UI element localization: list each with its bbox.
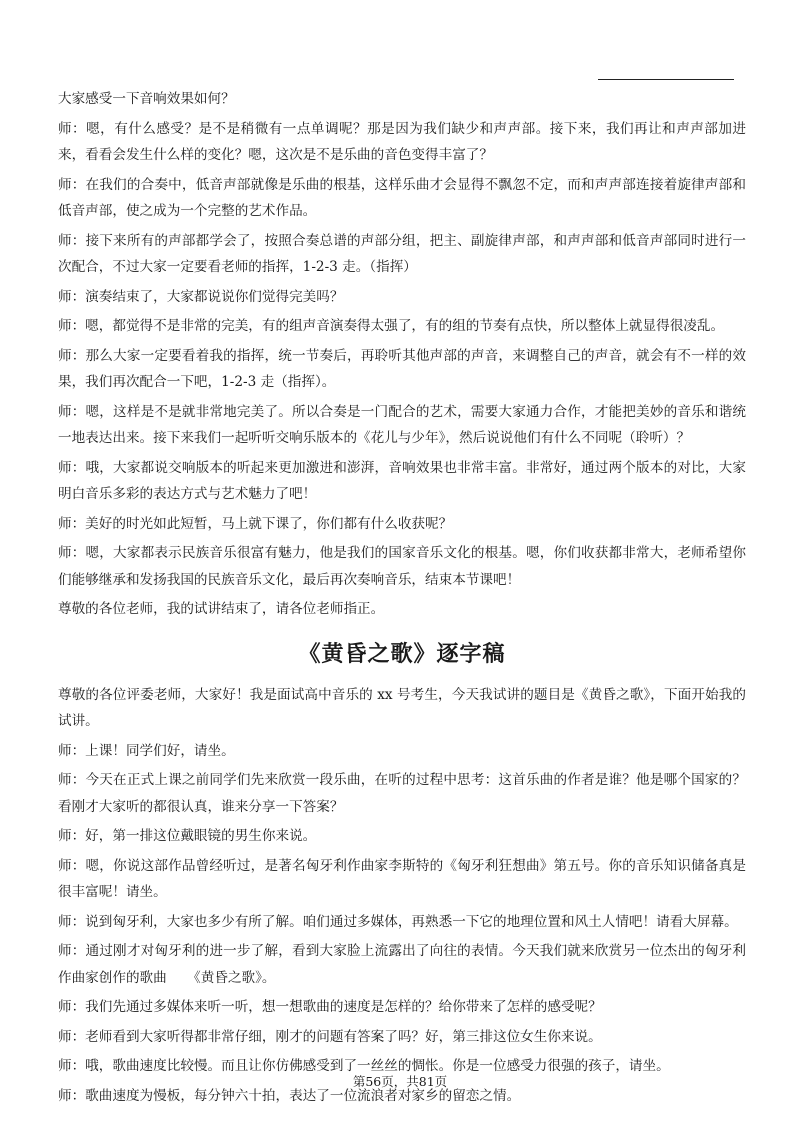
page-number: 第56页，共81页: [352, 1074, 448, 1089]
paragraph: 师：接下来所有的声部都学会了，按照合奏总谱的声部分组，把主、副旋律声部，和声声部和低音声部同时进行一次配合，不过大家一定要看老师的指挥，1-2-3 走。（指挥）: [58, 232, 746, 275]
paragraph: 尊敬的各位老师，我的试讲结束了，请各位老师指正。: [58, 601, 385, 617]
paragraph: 师：嗯，大家都表示民族音乐很富有魅力，他是我们的国家音乐文化的根基。嗯，你们收获都非常大，老师希望你们能够继承和发扬我国的民族音乐文化，最后再次奏响音乐，结束本节课吧！: [58, 545, 746, 588]
paragraph: 师：嗯，这样是不是就非常地完美了。所以合奏是一门配合的艺术，需要大家通力合作，才能把美妙的音乐和谐统一地表达出来。接下来我们一起听听交响乐版本的《花儿与少年》，然后说说他们有什么不同呢（聆听）？: [58, 403, 746, 446]
paragraph: 师：嗯，都觉得不是非常的完美，有的组声音演奏得太强了，有的组的节奏有点快，所以整体上就显得很凌乱。: [58, 318, 725, 334]
paragraph: 尊敬的各位评委老师，大家好！我是面试高中音乐的 xx 号考生，今天我试讲的题目是《黄昏之歌》，下面开始我的试讲。: [58, 686, 746, 729]
section-title: 《黄昏之歌》逐字稿: [298, 641, 506, 667]
paragraph: 师：美好的时光如此短暂，马上就下课了，你们都有什么收获呢？: [58, 515, 453, 532]
paragraph: 师：在我们的合奏中，低音声部就像是乐曲的根基，这样乐曲才会显得不飘忽不定，而和声声部连接着旋律声部和低音声部，使之成为一个完整的艺术作品。: [58, 176, 746, 219]
paragraph: 师：嗯，有什么感受？是不是稍微有一点单调呢？那是因为我们缺少和声声部。接下来，我们再让和声声部加进来，看看会发生什么样的变化？嗯，这次是不是乐曲的音色变得丰富了？: [58, 120, 746, 163]
paragraph: 师：上课！同学们好，请坐。: [58, 742, 235, 759]
paragraph: 师：那么大家一定要看着我的指挥，统一节奏后，再聆听其他声部的声音，来调整自己的声音，就会有不一样的效果，我们再次配合一下吧，1-2-3 走（指挥）。: [58, 347, 746, 390]
paragraph: 师：我们先通过多媒体来听一听，想一想歌曲的速度是怎样的？给你带来了怎样的感受呢？: [58, 999, 602, 1015]
paragraph: 师：哦，大家都说交响版本的听起来更加激进和澎湃，音响效果也非常丰富。非常好，通过两个版本的对比，大家明白音乐多彩的表达方式与艺术魅力了吧！: [58, 459, 746, 502]
paragraph: 师：哦，歌曲速度比较慢。而且让你仿佛感受到了一丝丝的惆怅。你是一位感受力很强的孩子，请坐。: [58, 1058, 670, 1074]
paragraph: 师：演奏结束了，大家都说说你们觉得完美吗？: [58, 288, 344, 305]
header-rule: [598, 79, 734, 80]
section-huanghun-zhi-ge: [58, 682, 746, 1110]
paragraph: 师：老师看到大家听得都非常仔细，刚才的问题有答案了吗？好，第三排这位女生你来说。: [58, 1028, 602, 1045]
paragraph: 大家感受一下音响效果如何？: [58, 91, 235, 107]
paragraph: 师：今天在正式上课之前同学们先来欣赏一段乐曲，在听的过程中思考：这首乐曲的作者是谁？他是哪个国家的？看刚才大家听的都很认真，谁来分享一下答案？: [58, 772, 746, 815]
paragraph: 师：歌曲速度为慢板，每分钟六十拍，表达了一位流浪者对家乡的留恋之情。: [58, 1087, 521, 1104]
document-body: [58, 86, 746, 1112]
paragraph: 师：好，第一排这位戴眼镜的男生你来说。: [58, 828, 317, 844]
paragraph: 师：说到匈牙利，大家也多少有所了解。咱们通过多媒体，再熟悉一下它的地理位置和风土人情吧！请看大屏幕。: [58, 913, 738, 930]
section-previous-lesson: [58, 86, 746, 623]
paragraph: 师：通过刚才对匈牙利的进一步了解，看到大家脸上流露出了向往的表情。今天我们就来欣赏另一位杰出的匈牙利作曲家创作的歌曲 《黄昏之歌》。: [58, 943, 746, 986]
paragraph: 师：嗯，你说这部作品曾经听过，是著名匈牙利作曲家李斯特的《匈牙利狂想曲》第五号。你的音乐知识储备真是很丰富呢！请坐。: [58, 857, 746, 900]
